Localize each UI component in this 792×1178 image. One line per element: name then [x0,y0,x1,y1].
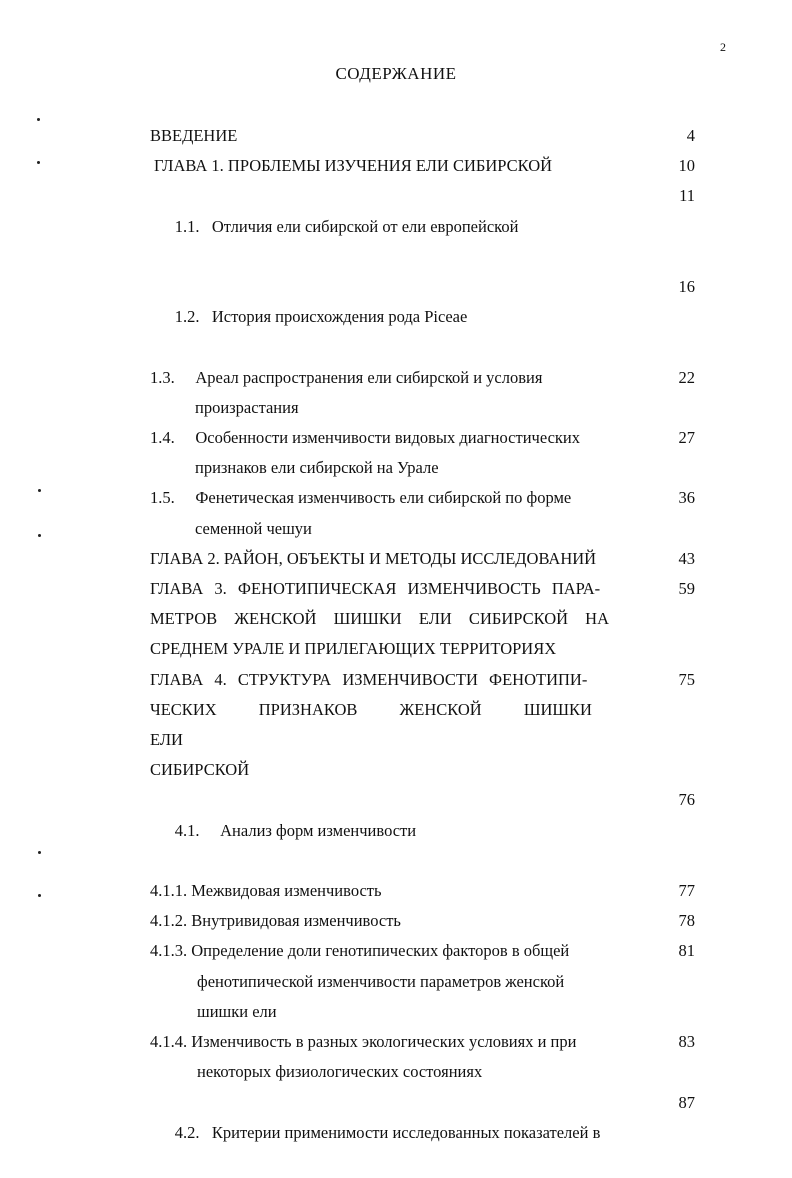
page-number: 2 [696,40,726,55]
toc-entry-title: 1.2. История происхождения рода Piceae [175,307,468,326]
toc-entry-title-line: фенотипической изменчивости параметров женской [150,967,637,997]
margin-dot [38,489,41,492]
toc-entry-title-line: произрастания [150,393,637,423]
table-of-contents [150,121,695,1178]
toc-entry-title: 4.1. Анализ форм изменчивости [175,821,416,840]
margin-dot [38,851,41,854]
toc-entry-page: 22 [637,363,695,393]
toc-entry-page: 59 [637,574,695,604]
toc-entry-4-1[interactable] [150,785,695,876]
toc-entry-page: 43 [637,544,695,574]
toc-entry-title-line: ЧЕСКИХ ПРИЗНАКОВ ЖЕНСКОЙ ШИШКИ ЕЛИ [150,695,637,755]
toc-entry-page: 87 [637,1088,695,1118]
toc-entry-1-3[interactable] [150,363,695,423]
toc-entry-chapter-4[interactable] [150,665,695,786]
toc-entry-title: 4.2. Критерии применимости исследованных показателей в [175,1123,601,1142]
toc-entry-title-line: 1.4. Особенности изменчивости видовых диагностических [150,423,637,453]
toc-entry-title-line: некоторых физиологических состояниях [150,1057,637,1087]
toc-entry-1-2[interactable] [150,272,695,363]
toc-entry-title-line: семенной чешуи [150,514,637,544]
margin-dot [37,161,40,164]
toc-entry-1-4[interactable] [150,423,695,483]
toc-entry-page: 11 [637,181,695,211]
margin-dot [38,534,41,537]
toc-entry-title-line: СИБИРСКОЙ [150,755,637,785]
toc-entry-title: ГЛАВА 1. ПРОБЛЕМЫ ИЗУЧЕНИЯ ЕЛИ СИБИРСКОЙ [154,156,552,175]
toc-entry-page: 36 [637,483,695,513]
toc-entry-chapter-3[interactable] [150,574,695,665]
toc-entry-title: ГЛАВА 2. РАЙОН, ОБЪЕКТЫ И МЕТОДЫ ИССЛЕДОВАНИЙ [150,549,596,568]
toc-entry-4-1-1[interactable] [150,876,695,906]
toc-entry-title: 4.1.2. Внутривидовая изменчивость [150,911,401,930]
toc-entry-page: 81 [637,936,695,966]
toc-entry-page: 75 [637,665,695,695]
toc-entry-4-1-4[interactable] [150,1027,695,1087]
toc-entry-1-1[interactable] [150,181,695,272]
toc-entry-title-line: 1.5. Фенетическая изменчивость ели сибирской по форме [150,483,637,513]
toc-entry-title: ВВЕДЕНИЕ [150,126,237,145]
toc-entry-title-line: ГЛАВА 4. СТРУКТУРА ИЗМЕНЧИВОСТИ ФЕНОТИПИ- [150,665,637,695]
toc-entry-page: 76 [637,785,695,815]
toc-entry-page: 83 [637,1027,695,1057]
toc-entry-chapter-1[interactable] [150,151,695,181]
toc-entry-introduction[interactable] [150,121,695,151]
toc-entry-title: 1.1. Отличия ели сибирской от ели европейской [175,217,519,236]
toc-entry-4-1-2[interactable] [150,906,695,936]
toc-entry-title-line: ГЛАВА 3. ФЕНОТИПИЧЕСКАЯ ИЗМЕНЧИВОСТЬ ПАРА- [150,574,637,604]
toc-entry-page: 10 [641,151,695,181]
toc-entry-4-2[interactable] [150,1088,695,1178]
toc-entry-title-line: СРЕДНЕМ УРАЛЕ И ПРИЛЕГАЮЩИХ ТЕРРИТОРИЯХ [150,634,637,664]
toc-entry-title-line: признаков ели сибирской на Урале [150,453,637,483]
toc-entry-title-line: 1.3. Ареал распространения ели сибирской и условия [150,363,637,393]
toc-entry-title-line: 4.1.4. Изменчивость в разных экологических условиях и при [150,1027,637,1057]
toc-entry-4-1-3[interactable] [150,936,695,1027]
toc-entry-page: 16 [637,272,695,302]
toc-title: СОДЕРЖАНИЕ [0,64,792,84]
toc-entry-title: 4.1.1. Межвидовая изменчивость [150,881,382,900]
margin-dot [37,118,40,121]
toc-entry-title-line: шишки ели [150,997,637,1027]
toc-entry-1-5[interactable] [150,483,695,543]
toc-entry-title-line: 4.1.3. Определение доли генотипических факторов в общей [150,936,637,966]
toc-entry-chapter-2[interactable] [150,544,695,574]
margin-dot [38,894,41,897]
toc-entry-page: 78 [637,906,695,936]
toc-entry-page: 77 [637,876,695,906]
toc-entry-page: 27 [637,423,695,453]
toc-entry-title-line: МЕТРОВ ЖЕНСКОЙ ШИШКИ ЕЛИ СИБИРСКОЙ НА [150,604,637,634]
toc-entry-page: 4 [637,121,695,151]
